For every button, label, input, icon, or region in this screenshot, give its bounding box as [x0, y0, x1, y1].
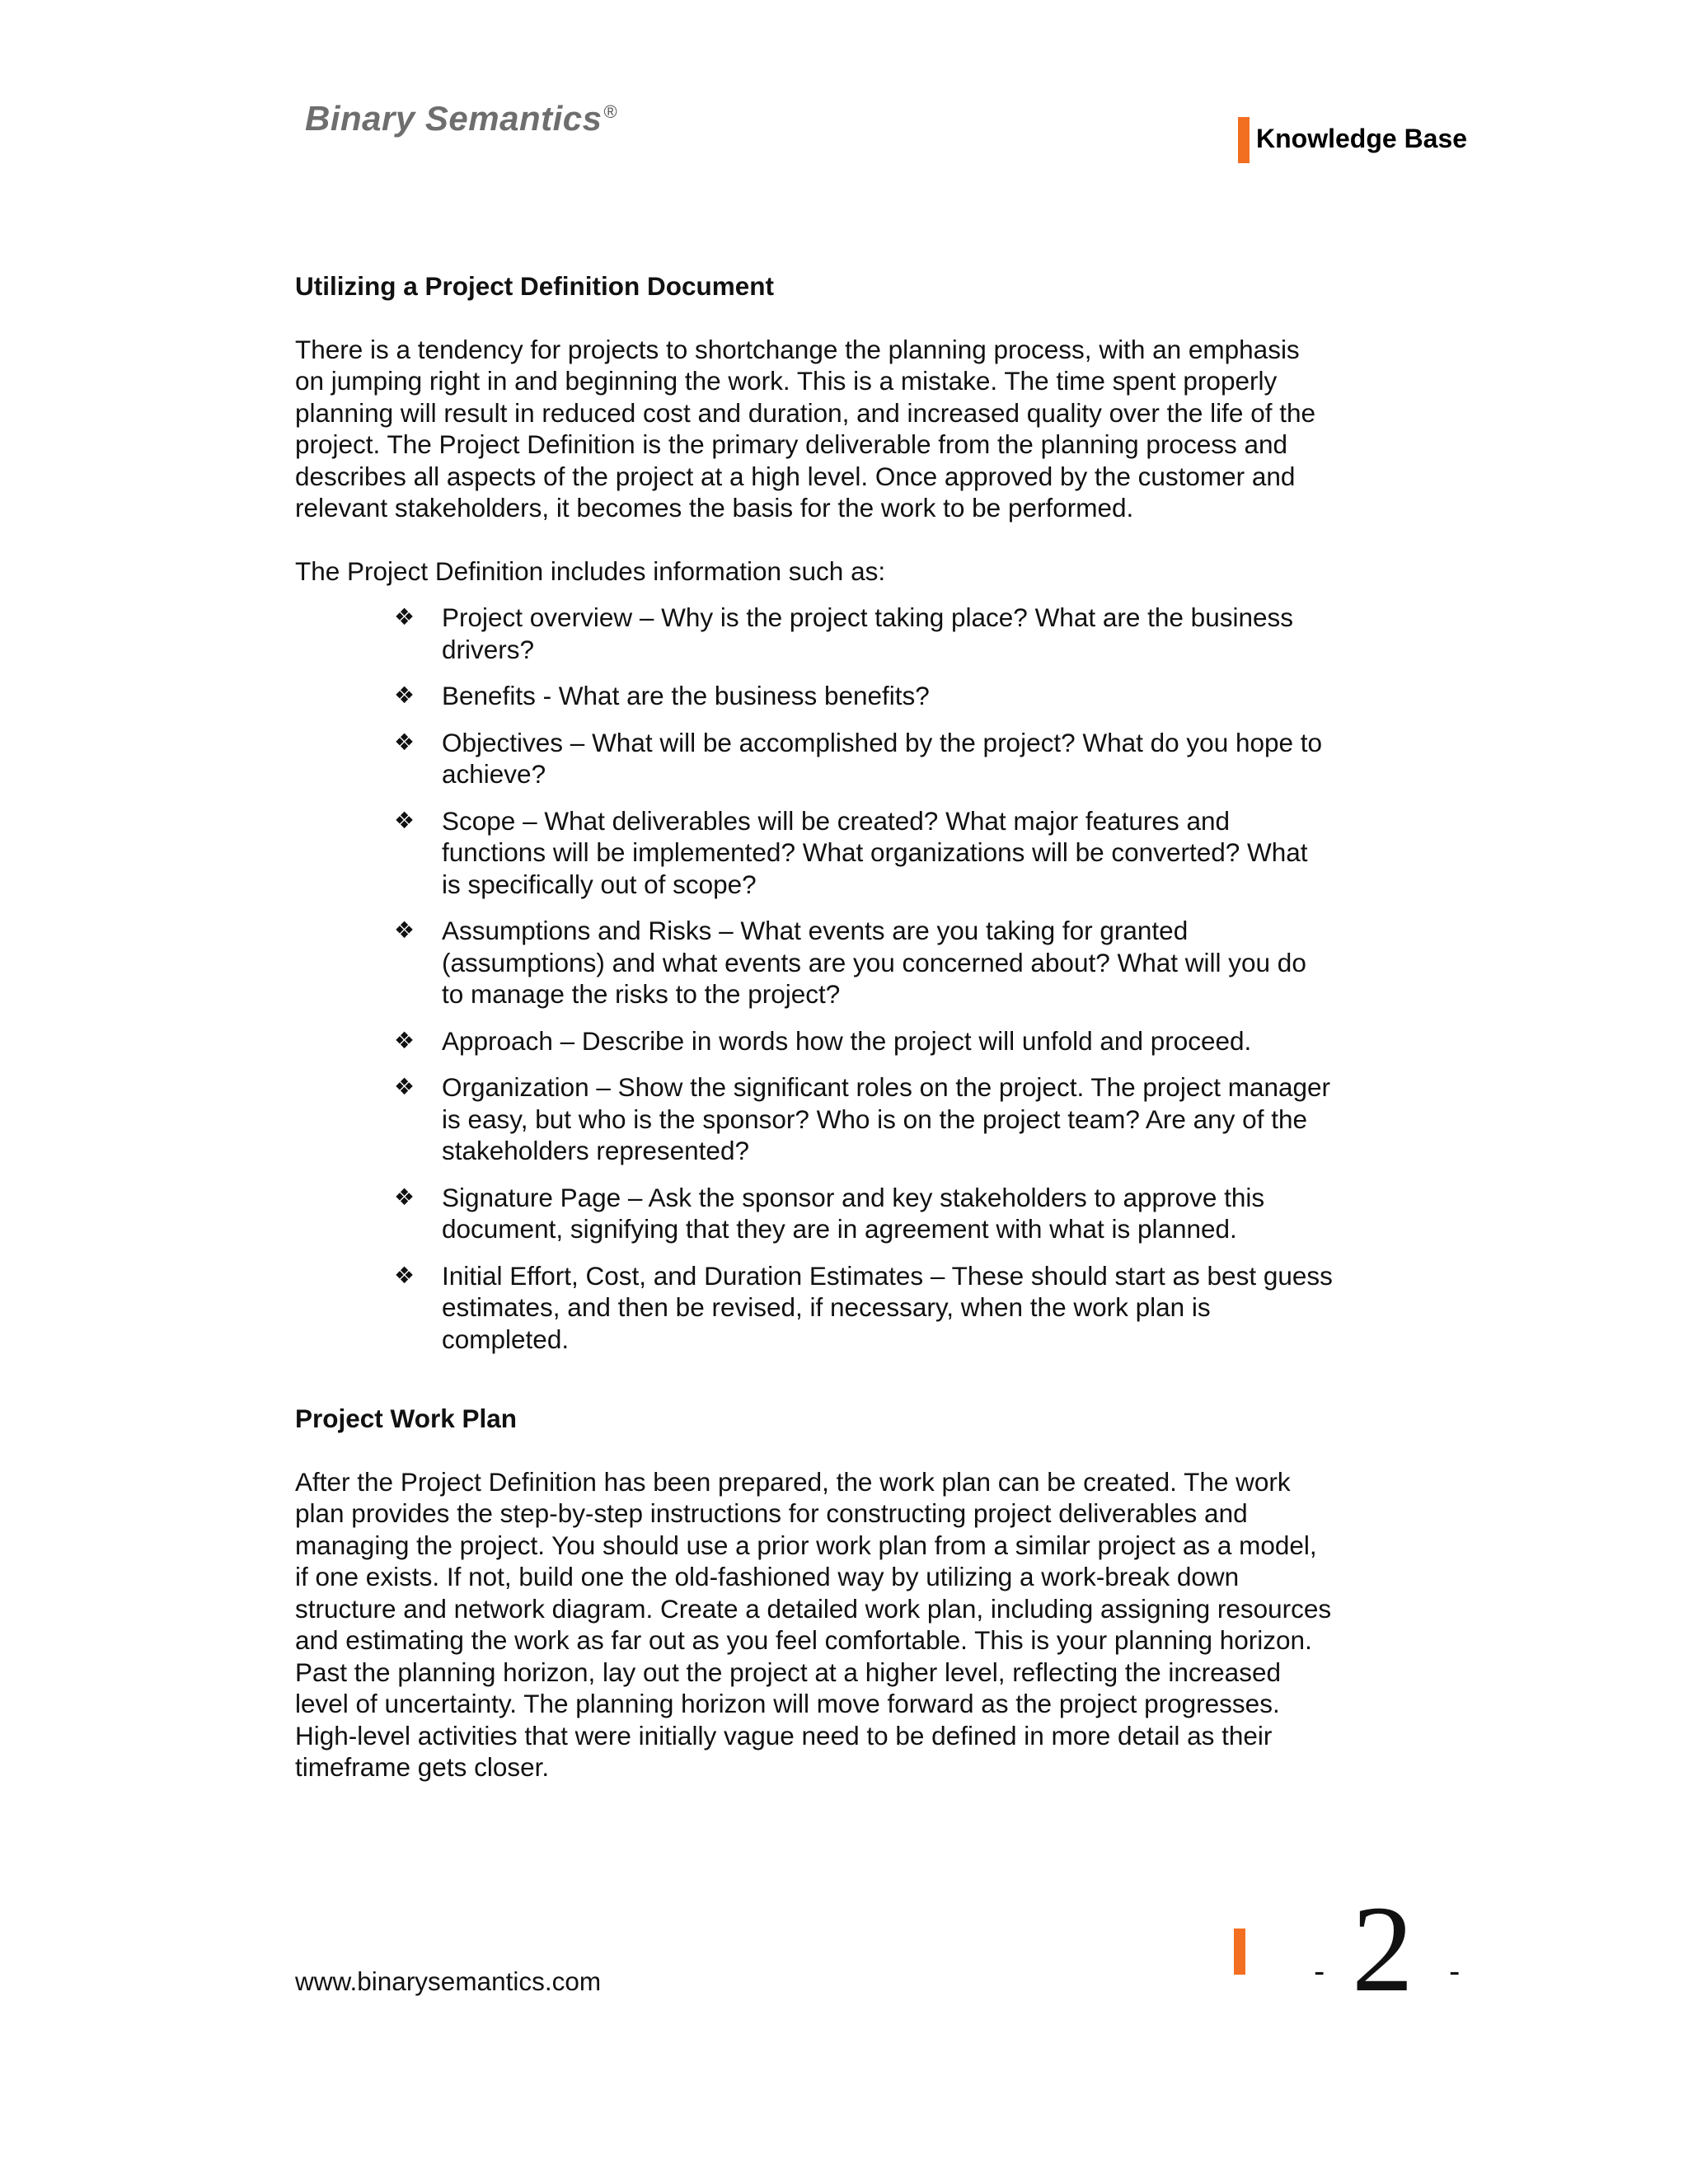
list-item: [295, 1025, 1334, 1057]
list-item-text: Benefits - What are the business benefits?: [442, 681, 930, 710]
diamond-bullet-icon: ❖: [394, 1183, 415, 1211]
footer-accent-bar: [1234, 1929, 1245, 1975]
page-number: 2: [1352, 1881, 1414, 2018]
list-item-text: Organization – Show the significant roles on the project. The project manager is easy, but who is the sponsor? Who is on the project team? Are any of the stakeholders represented?: [442, 1072, 1331, 1165]
list-intro: The Project Definition includes information such as:: [295, 555, 886, 586]
diamond-bullet-icon: ❖: [394, 728, 415, 756]
diamond-bullet-icon: ❖: [394, 1026, 415, 1054]
page-number-dash-right: -: [1449, 1953, 1461, 1990]
list-item: [295, 727, 1334, 790]
list-item: [295, 602, 1334, 665]
list-item: [295, 1260, 1334, 1356]
paragraph-planning: There is a tendency for projects to shortchange the planning process, with an emphasis on jumping right in and beginning the work. This is a mistake. The time spent properly planning will result in reduced cost and duration, and increased quality over the life of the project. The Project Definition is the primary deliverable from the planning process and describes all aspects of the project at a high level. Once approved by the customer and relevant stakeholders, it becomes the basis for the work to be performed.: [295, 334, 1316, 523]
diamond-bullet-icon: ❖: [394, 916, 415, 944]
list-item: [295, 680, 1334, 712]
main-content: [295, 270, 1334, 1815]
list-item-text: Project overview – Why is the project taking place? What are the business drivers?: [442, 602, 1293, 664]
logo-text: Binary Semantics: [305, 99, 603, 138]
list-item: [295, 805, 1334, 901]
list-item-text: Objectives – What will be accomplished by the project? What do you hope to achieve?: [442, 727, 1323, 789]
paragraph-work-plan: After the Project Definition has been prepared, the work plan can be created. The work plan provides the step-by-step instructions for constructing project deliverables and managing the project. You should use a prior work plan from a similar project as a model, if one exists. If not, build one the old-fashioned way by utilizing a work-break down structure and network diagram. Create a detailed work plan, including assigning resources and estimating the work as far out as you feel comfortable. This is your planning horizon. Past the planning horizon, lay out the project at a higher level, reflecting the increased level of uncertainty. The planning horizon will move forward as the project progresses. High-level activities that were initially vague need to be defined in more detail as their timeframe gets closer.: [295, 1466, 1332, 1782]
list-item-text: Approach – Describe in words how the project will unfold and proceed.: [442, 1025, 1252, 1056]
page-number-dash-left: -: [1314, 1953, 1325, 1990]
list-item-text: Signature Page – Ask the sponsor and key stakeholders to approve this document, signifying that they are in agreement with what is planned.: [442, 1182, 1265, 1244]
section-heading-work-plan: Project Work Plan: [295, 1404, 517, 1433]
footer-website-url: www.binarysemantics.com: [295, 1966, 602, 1996]
diamond-bullet-icon: ❖: [394, 1073, 415, 1100]
header-accent-bar: [1238, 117, 1250, 163]
registered-mark: ®: [603, 101, 618, 122]
project-definition-list: [295, 602, 1334, 1355]
section-label: Knowledge Base: [1256, 124, 1468, 153]
diamond-bullet-icon: ❖: [394, 806, 415, 834]
section-heading-project-definition: Utilizing a Project Definition Document: [295, 271, 775, 301]
list-item-text: Initial Effort, Cost, and Duration Estimates – These should start as best guess estimates, and then be revised, if necessary, when the work plan is completed.: [442, 1260, 1333, 1354]
diamond-bullet-icon: ❖: [394, 1261, 415, 1289]
company-logo: [305, 99, 617, 138]
list-item: [295, 1182, 1334, 1245]
list-item-text: Assumptions and Risks – What events are you taking for granted (assumptions) and what events are you concerned about? What will you do to manage the risks to the project?: [442, 916, 1306, 1009]
diamond-bullet-icon: ❖: [394, 682, 415, 709]
diamond-bullet-icon: ❖: [394, 603, 415, 630]
list-item-text: Scope – What deliverables will be created? What major features and functions will be implemented? What organizations will be converted? What is specifically out of scope?: [442, 805, 1308, 899]
list-item: [295, 915, 1334, 1010]
list-item: [295, 1071, 1334, 1167]
